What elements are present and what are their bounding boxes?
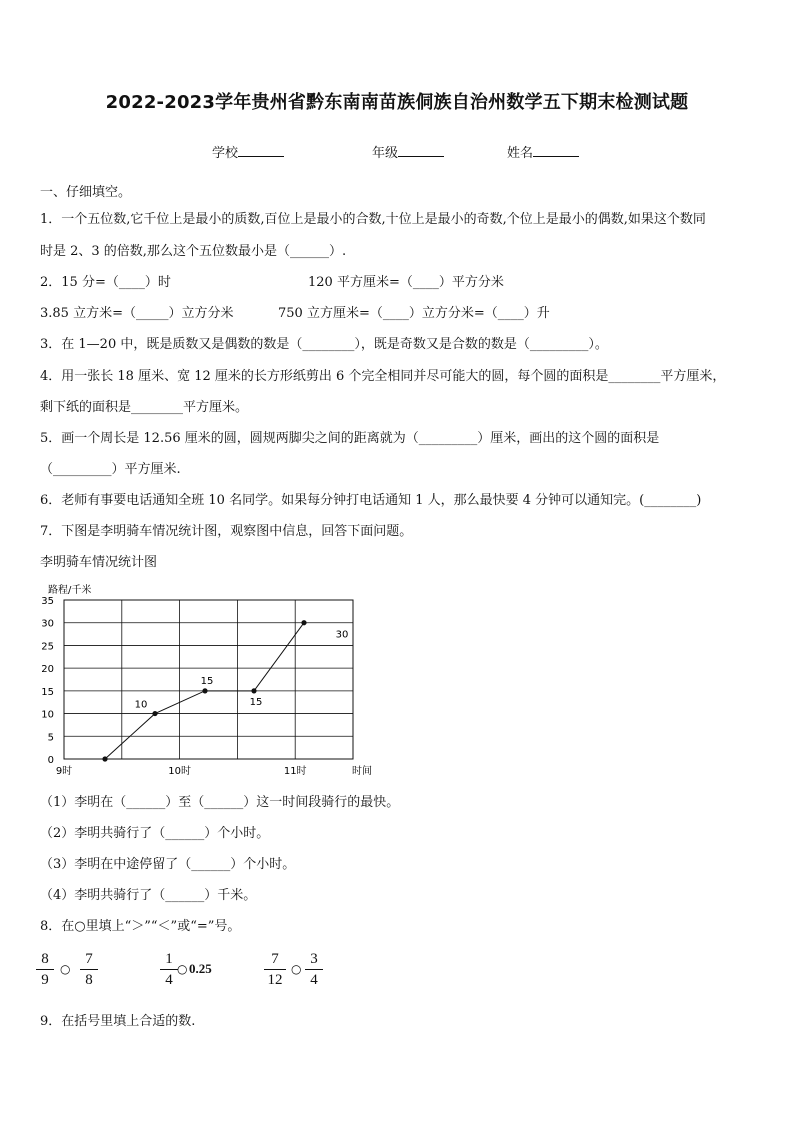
question-9: 9．在括号里填上合适的数.: [40, 1014, 196, 1029]
data-label: 10: [134, 699, 148, 711]
name-blank[interactable]: [533, 144, 579, 157]
question-6: 6．老师有事要电话通知全班 10 名同学。如果每分钟打电话通知 1 人，那么最快要 4 分钟可以通知完。(________): [40, 493, 702, 508]
question-1-line-2: 时是 2、3 的倍数,那么这个五位数最小是（______）.: [40, 244, 347, 259]
fraction-3-4: [305, 950, 323, 989]
question-2b: 120 平方厘米=（____）平方分米: [308, 275, 504, 290]
compare-circle-3[interactable]: ○: [291, 962, 302, 976]
y-tick-label: 30: [41, 618, 54, 630]
y-tick-label: 0: [47, 755, 54, 766]
x-axis-label: 时间: [352, 766, 372, 777]
data-label: 15: [200, 675, 214, 687]
data-point: [301, 620, 306, 625]
question-8: 8．在○里填上“＞”“＜”或“=”号。: [40, 919, 241, 934]
y-axis-label: 路程/千米: [48, 585, 92, 596]
school-field[interactable]: [212, 142, 284, 161]
question-7-1: （1）李明在（______）至（______）这一时间段骑行的最快。: [40, 795, 400, 810]
x-tick-label: 11时: [283, 766, 307, 777]
question-5-line-2: （_________）平方厘米.: [40, 462, 181, 477]
question-5-line-1: 5．画一个周长是 12.56 厘米的圆，圆规两脚尖之间的距离就为（_________）厘米，画出的这个圆的面积是: [40, 431, 660, 446]
grade-blank[interactable]: [398, 144, 444, 157]
question-7: 7．下图是李明骑车情况统计图，观察图中信息，回答下面问题。: [40, 524, 413, 539]
question-4-line-2: 剩下纸的面积是________平方厘米。: [40, 400, 249, 415]
page-title: 2022-2023学年贵州省黔东南南苗族侗族自治州数学五下期末检测试题: [105, 92, 689, 113]
fraction-denominator: 12: [267, 972, 283, 988]
section-heading: 一、仔细填空。: [40, 185, 132, 200]
x-tick-label: 10时: [168, 766, 191, 777]
grade-field[interactable]: [372, 142, 444, 161]
question-2c: 3.85 立方米=（_____）立方分米: [40, 306, 234, 321]
x-tick-labels: [56, 764, 307, 777]
compare-circle-2[interactable]: ○: [177, 962, 188, 976]
question-7-4: （4）李明共骑行了（______）千米。: [40, 888, 257, 903]
question-1-line-1: 1．一个五位数,它千位上是最小的质数,百位上是最小的合数,十位上是最小的奇数,个位上是最小的偶数,如果这个数同: [40, 212, 706, 227]
data-label: 15: [249, 696, 263, 708]
fraction-numerator: 3: [310, 951, 318, 967]
compare-circle-1[interactable]: ○: [60, 962, 71, 976]
fraction-denominator: 4: [310, 972, 318, 988]
data-point: [202, 688, 207, 693]
question-4-line-1: 4．用一张长 18 厘米、宽 12 厘米的长方形纸剪出 6 个完全相同并尽可能大的圆，每个圆的面积是________平方厘米，: [40, 369, 726, 384]
fraction-numerator: 1: [165, 951, 173, 967]
y-tick-label: 15: [41, 686, 54, 698]
fraction-numerator: 7: [85, 951, 93, 967]
data-point: [152, 711, 157, 716]
question-7-2: （2）李明共骑行了（______）个小时。: [40, 826, 270, 841]
x-tick-label: 9时: [55, 766, 73, 777]
fraction-denominator: 4: [165, 972, 173, 988]
y-tick-label: 5: [47, 732, 54, 744]
question-2a: 2．15 分=（____）时: [40, 275, 171, 290]
fraction-numerator: 7: [271, 951, 279, 967]
y-tick-label: 20: [41, 664, 54, 676]
data-label: 30: [335, 629, 349, 641]
decimal-value: 0.25: [189, 961, 212, 976]
fraction-7-8: [80, 950, 98, 989]
question-7-3: （3）李明在中途停留了（______）个小时。: [40, 857, 296, 872]
y-tick-label: 35: [41, 596, 54, 607]
school-label: 学校: [212, 146, 239, 161]
school-blank[interactable]: [238, 144, 284, 157]
data-point: [102, 756, 107, 761]
name-label: 姓名: [507, 146, 534, 161]
name-field[interactable]: [507, 142, 579, 161]
y-tick-label: 25: [41, 641, 54, 653]
grade-label: 年级: [372, 146, 399, 161]
fraction-8-9: [36, 950, 54, 989]
fraction-denominator: 8: [85, 972, 93, 988]
data-point: [251, 688, 256, 693]
y-tick-labels: [41, 596, 54, 766]
question-2d: 750 立方厘米=（____）立方分米=（____）升: [278, 306, 550, 321]
chart-heading: 李明骑车情况统计图: [40, 555, 158, 570]
fraction-7-12: [264, 950, 286, 989]
fraction-1-4: [160, 950, 178, 989]
fraction-denominator: 9: [41, 972, 49, 988]
y-tick-label: 10: [41, 709, 54, 721]
fraction-numerator: 8: [41, 951, 49, 967]
question-3: 3．在 1—20 中，既是质数又是偶数的数是（________），既是奇数又是合数的数是（_________）。: [40, 337, 608, 352]
distance-line-chart: [40, 578, 400, 784]
